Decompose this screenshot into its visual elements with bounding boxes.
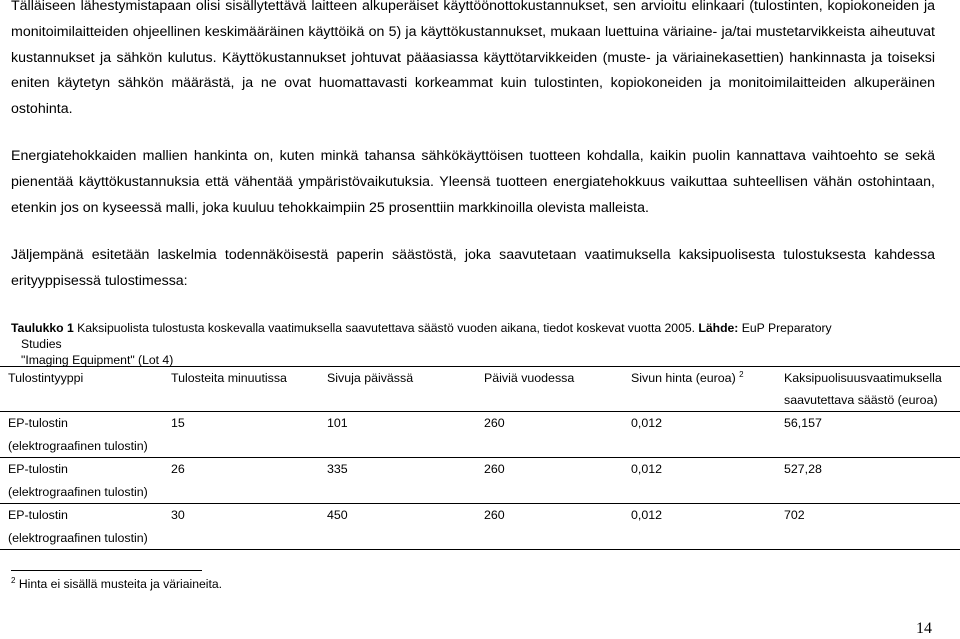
table-caption <box>11 320 941 368</box>
table-header-row <box>0 367 960 412</box>
cell-type-line1: EP-tulostin <box>8 416 68 430</box>
caption-source-label: Lähde: <box>698 321 739 335</box>
table-row <box>0 504 960 550</box>
table-row <box>0 458 960 504</box>
header-page-price <box>623 367 776 412</box>
cell-printer-type <box>0 412 163 458</box>
cell-type-line1: EP-tulostin <box>8 508 68 522</box>
caption-line-1 <box>11 320 941 336</box>
footnote <box>11 574 222 594</box>
cell-saving: 527,28 <box>776 458 960 504</box>
header-printer-type: Tulostintyyppi <box>0 367 163 412</box>
caption-label: Taulukko 1 <box>11 321 74 335</box>
cell-printer-type <box>0 458 163 504</box>
body-paragraph-2: Energiatehokkaiden mallien hankinta on, kuten minkä tahansa sähkökäyttöisen tuotteen kohdalla, kaikin puolin kannattava vaihtoehto se sekä pienentää käyttökustannuksia että vähentää ympäristövaikutuksia. Yleensä tuotteen energiatehokkuus vaikuttaa suhteellisen vähän ostohintaan, etenkin jos on kyseessä malli, joka kuuluu tehokkaimpiin 25 prosenttiin markkinoilla olevista malleista. <box>11 148 935 216</box>
header-saving: Kaksipuolisuusvaatimuksella saavutettava säästö (euroa) <box>776 367 960 412</box>
cell-ppm: 26 <box>163 458 319 504</box>
page-number: 14 <box>916 620 932 637</box>
cell-days-year: 260 <box>476 412 623 458</box>
cell-days-year: 260 <box>476 458 623 504</box>
body-paragraph-3: Jäljempänä esitetään laskelmia todennäköisestä paperin säästöstä, joka saavutetaan vaatimuksella kaksipuolisesta tulostuksesta kahdessa erityyppisessä tulostimessa: <box>11 247 935 289</box>
footnote-text: Hinta ei sisällä musteita ja väriaineita. <box>15 577 223 591</box>
table-row <box>0 412 960 458</box>
cell-type-line2: (elektrograafinen tulostin) <box>8 484 148 499</box>
cell-price: 0,012 <box>623 458 776 504</box>
footnote-separator <box>11 570 202 571</box>
cell-price: 0,012 <box>623 504 776 550</box>
caption-line-2: Studies <box>21 337 62 351</box>
header-page-price-text: Sivun hinta (euroa) <box>631 371 736 385</box>
header-days-per-year: Päiviä vuodessa <box>476 367 623 412</box>
cell-days-year: 260 <box>476 504 623 550</box>
cell-ppm: 15 <box>163 412 319 458</box>
caption-text: Kaksipuolista tulostusta koskevalla vaatimuksella saavutettava säästö vuoden aikana, tiedot koskevat vuotta 2005. <box>73 321 699 335</box>
cell-saving: 56,157 <box>776 412 960 458</box>
header-footnote-marker: 2 <box>739 369 744 379</box>
header-pages-per-minute: Tulosteita minuutissa <box>163 367 319 412</box>
cell-printer-type <box>0 504 163 550</box>
caption-line-3: "Imaging Equipment" (Lot 4) <box>21 353 174 367</box>
header-pages-per-day: Sivuja päivässä <box>319 367 476 412</box>
cell-type-line2: (elektrograafinen tulostin) <box>8 530 148 545</box>
cell-price: 0,012 <box>623 412 776 458</box>
cell-pages-day: 101 <box>319 412 476 458</box>
cell-type-line2: (elektrograafinen tulostin) <box>8 438 148 453</box>
body-paragraph-1: Tälläiseen lähestymistapaan olisi sisällytettävä laitteen alkuperäiset käyttöönottokustannukset, sen arvioitu elinkaari (tulostinten, kopiokoneiden ja monitoimilaitteiden ohjeellinen keskimääräinen käyttöikä on 5) ja käyttökustannukset, mukaan luettuina väriaine- ja/tai mustetarvikkeista aiheutuvat kustannukset ja sähkön kulutus. Käyttökustannukset johtuvat pääasiassa käyttötarvikkeiden (muste- ja väriainekasettien) hankinnasta ja toiseksi eniten käytetyn sähkön määrästä, ja ne ovat huomattavasti korkeammat kuin tulostinten, kopiokoneiden ja monitoimilaitteiden alkuperäinen ostohinta. <box>11 0 935 118</box>
savings-table <box>0 366 960 550</box>
cell-type-line1: EP-tulostin <box>8 462 68 476</box>
caption-source-text: EuP Preparatory <box>738 321 832 335</box>
footnote-marker: 2 <box>11 575 16 585</box>
cell-ppm: 30 <box>163 504 319 550</box>
cell-saving: 702 <box>776 504 960 550</box>
cell-pages-day: 335 <box>319 458 476 504</box>
cell-pages-day: 450 <box>319 504 476 550</box>
